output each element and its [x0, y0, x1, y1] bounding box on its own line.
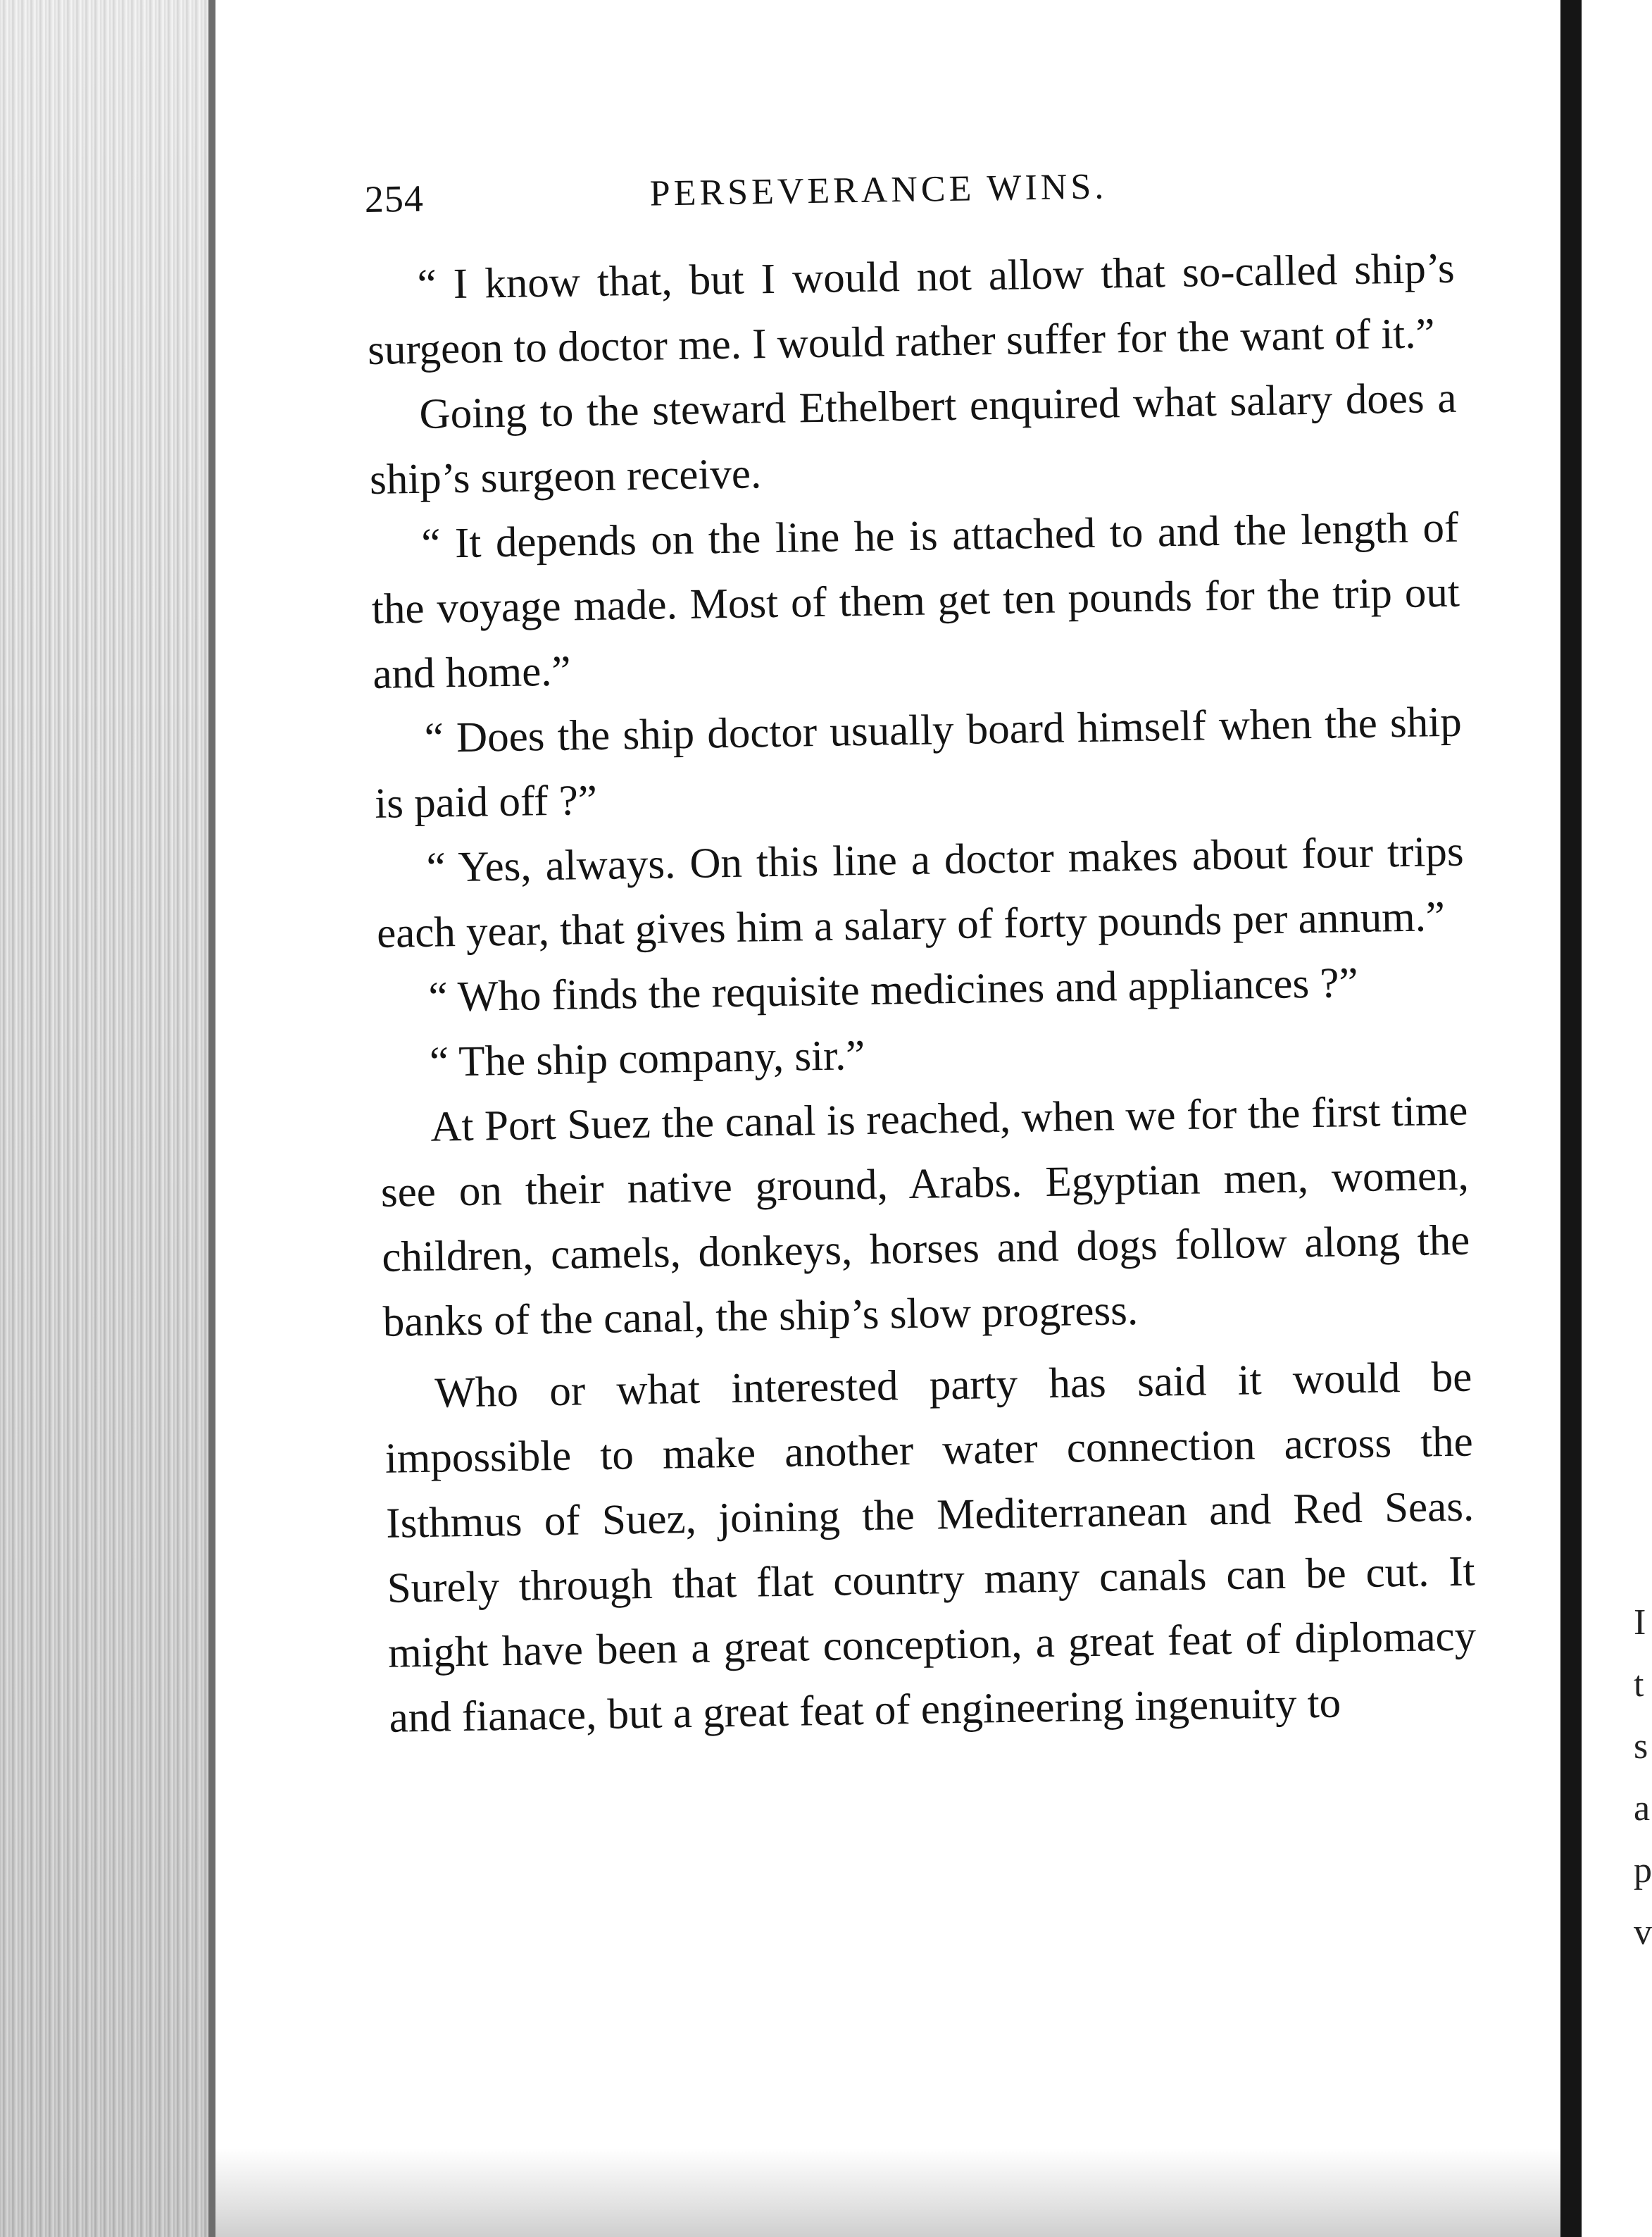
paragraph: At Port Suez the canal is reached, when we for the first time see on their native ground, Arabs. Egyptian men, women, children, camels, donkeys, horses and dogs follow along the banks of the canal, the ship’s slow progress.	[380, 1087, 1470, 1346]
adjacent-page-fragment: t	[1634, 1664, 1644, 1705]
page-number: 254	[364, 177, 425, 220]
adjacent-page-fragment: p	[1634, 1850, 1652, 1890]
paragraph: “ Yes, always. On this line a doctor makes about four trips each year, that gives him a salary of forty pounds per annum.”	[376, 828, 1465, 957]
body-text	[366, 237, 1477, 1751]
page-edge-shadow	[208, 0, 215, 2237]
paragraph: “ I know that, but I would not allow that so-called ship’s surgeon to doctor me. I would rather suffer for the want of it.”	[367, 244, 1456, 374]
paragraph: Who or what interested party has said it would be impossible to make another water connection across the Isthmus of Suez, joining the Mediterranean and Red Seas. Surely through that flat country many canals can be cut. It might have been a great conception, a great feat of diplomacy and fianace, but a great feat of engineering ingenuity to	[384, 1353, 1477, 1742]
adjacent-page-fragment: s	[1634, 1726, 1648, 1766]
page-bottom-shadow	[215, 2148, 1572, 2237]
adjacent-page-fragment: I	[1634, 1602, 1646, 1643]
adjacent-page-fragment: v	[1634, 1912, 1652, 1952]
adjacent-page-fragments	[1634, 1592, 1652, 1964]
book-page-edges	[0, 0, 218, 2237]
running-head-title: PERSEVERANCE WINS.	[649, 166, 1108, 214]
adjacent-page-fragment: a	[1634, 1788, 1651, 1828]
paragraph: “ The ship company, sir.”	[429, 1032, 865, 1086]
paragraph: “ Who finds the requisite medicines and appliances ?”	[428, 959, 1359, 1021]
paragraph: “ It depends on the line he is attached to and the length of the voyage made. Most of them get ten pounds for the trip out and home.”	[371, 504, 1460, 698]
paragraph: “ Does the ship doctor usually board himself when the ship is paid off ?”	[374, 698, 1463, 828]
book-gutter	[1560, 0, 1582, 2237]
paragraph: Going to the steward Ethelbert enquired what salary does a ship’s surgeon receive.	[369, 374, 1457, 504]
